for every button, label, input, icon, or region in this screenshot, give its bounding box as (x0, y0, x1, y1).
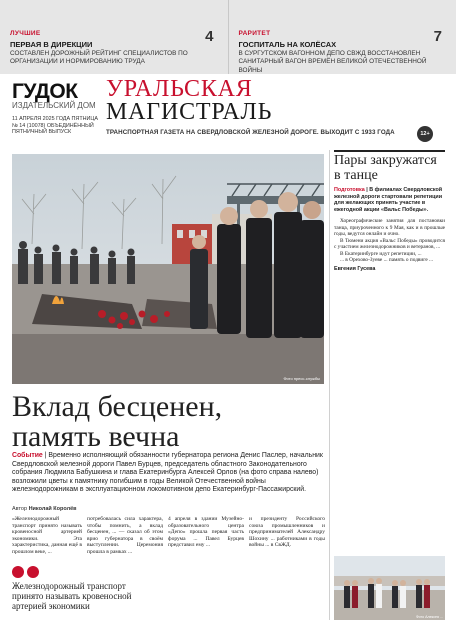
side-paragraph: В Екатеринбурге идут репетиции, ... (340, 250, 422, 257)
author-label: Автор (12, 506, 28, 512)
quote-promo (12, 566, 152, 611)
article-body (12, 516, 326, 555)
teaser-kicker: ЛУЧШИЕ (10, 30, 41, 37)
publisher-label: ИЗДАТЕЛЬСКИЙ ДОМ (12, 101, 96, 110)
article-column-1: «Железнодорожный транспорт принято называть кровеносной артерией экономики. Эта характеристика, данная ещё в прошлом веке, ... (12, 516, 82, 555)
side-article-headline[interactable]: Пары закружатся в танце (334, 150, 445, 183)
masthead (0, 74, 456, 144)
main-headline-line2: память вечна (12, 420, 180, 453)
lead-label: Событие (12, 452, 43, 459)
teaser-text: В СУРГУТСКОМ ВАГОННОМ ДЕПО СВЖД ВОССТАНОВЛЕН САНИТАРНЫЙ ВАГОН ВРЕМЁН ВЕЛИКОЙ ОТЕЧЕСТВЕННОЙ ВОЙНЫ (238, 50, 427, 74)
author-line (12, 506, 77, 512)
newspaper-title-line1: УРАЛЬСКАЯ (106, 76, 253, 102)
side-photo-credit: Фото Алексея ... (415, 615, 443, 619)
waltz-rehearsal-illustration (334, 556, 445, 620)
side-lead-text: | В филиалах Свердловской железной дороги стартовали репетиции для желающих принять участие в ежегодной акции «Вальс Победы». (334, 187, 443, 213)
lead-text: | Временно исполняющий обязанности губернатора региона Денис Паслер, начальник Свердловской железной дороги Павел Бурцев, председатель областного Законодательного собрания Людмила Бабушкина и глава Екатеринбурга Алексей Орлов (на фото справа налево) возложили цветы к памятнику погибшим в годы Великой Отечественной войны железнодорожникам в эксплуатационном локомотивном депо Екатеринбург-Пассажирский. (12, 452, 323, 494)
promo-title: Железнодорожный транспорт принято называть кровеносной артерией экономики (12, 581, 132, 611)
article-column-2: потребовалась сила характера, чтобы помнить, а вклад бесценен, ... — сказал об этом врио губернатора в своём выступлении. Церемония прошла в рамках ... (87, 516, 163, 555)
side-article-lead (334, 187, 445, 213)
author-name: Николай Королёв (28, 506, 77, 512)
main-lead (12, 452, 324, 495)
teaser-2[interactable] (229, 0, 456, 74)
tagline: ТРАНСПОРТНАЯ ГАЗЕТА НА СВЕРДЛОВСКОЙ ЖЕЛЕЗНОЙ ДОРОГЕ. ВЫХОДИТ С 1933 ГОДА (106, 129, 395, 136)
teaser-page-number: 4 (205, 28, 214, 45)
side-article (334, 150, 445, 272)
side-paragraph: Хореографические занятия для постановки танца, приуроченного к 9 Мая, как и в прошлые годы, ведутся онлайн и очно. (334, 218, 445, 238)
main-photo (12, 154, 324, 384)
article-column-3: 4 апреля в здании Музейно-образовательного центра «Депо» прошла первая часть форума ... Павел Бурцев представил ему ... (168, 516, 244, 549)
side-lead-label: Подготовка (334, 187, 365, 193)
side-article-signature: Евгения Гусева (334, 265, 376, 272)
newspaper-title-line2: МАГИСТРАЛЬ (106, 99, 273, 125)
teaser-page-number: 7 (433, 28, 442, 45)
quote-mark-icon (12, 566, 152, 578)
main-headline-line1: Вклад бесценен, (12, 390, 223, 423)
column-divider (329, 150, 330, 620)
main-headline[interactable] (12, 392, 324, 452)
teaser-title: ГОСПИТАЛЬ НА КОЛЁСАХ (238, 40, 337, 49)
side-article-photo (334, 556, 445, 620)
gudok-logo: ГУДОК (12, 80, 78, 103)
newspaper-title (106, 78, 272, 124)
memorial-ceremony-illustration (12, 154, 324, 384)
side-paragraph: В Тюмени акция «Вальс Победы» проводится с участием железнодорожников и ветеранов, ... (334, 237, 445, 251)
teaser-1[interactable] (0, 0, 229, 74)
issue-meta: 11 АПРЕЛЯ 2025 ГОДА ПЯТНИЦА № 14 (10078) ОБЪЕДИНЁННЫЙ ПЯТНИЧНЫЙ ВЫПУСК (12, 116, 98, 135)
photo-credit: Фото пресс-службы (283, 376, 320, 381)
age-rating-badge: 12+ (417, 126, 433, 142)
teaser-title: ПЕРВАЯ В ДИРЕКЦИИ (10, 40, 93, 49)
teaser-text: СОСТАВЛЕН ДОРОЖНЫЙ РЕЙТИНГ СПЕЦИАЛИСТОВ ПО ОРГАНИЗАЦИИ И НОРМИРОВАНИЮ ТРУДА (10, 50, 188, 66)
side-article-body (334, 218, 445, 263)
teaser-band (0, 0, 456, 74)
article-column-4: и президенту Российского союза промышленников и предпринимателей Александру Шохину ... работниками в годы войны ... в СвЖД. (249, 516, 325, 549)
teaser-kicker: РАРИТЕТ (238, 30, 271, 37)
side-paragraph: ... в Орехово-Зуеве ... память о подвиге ... (340, 257, 433, 264)
